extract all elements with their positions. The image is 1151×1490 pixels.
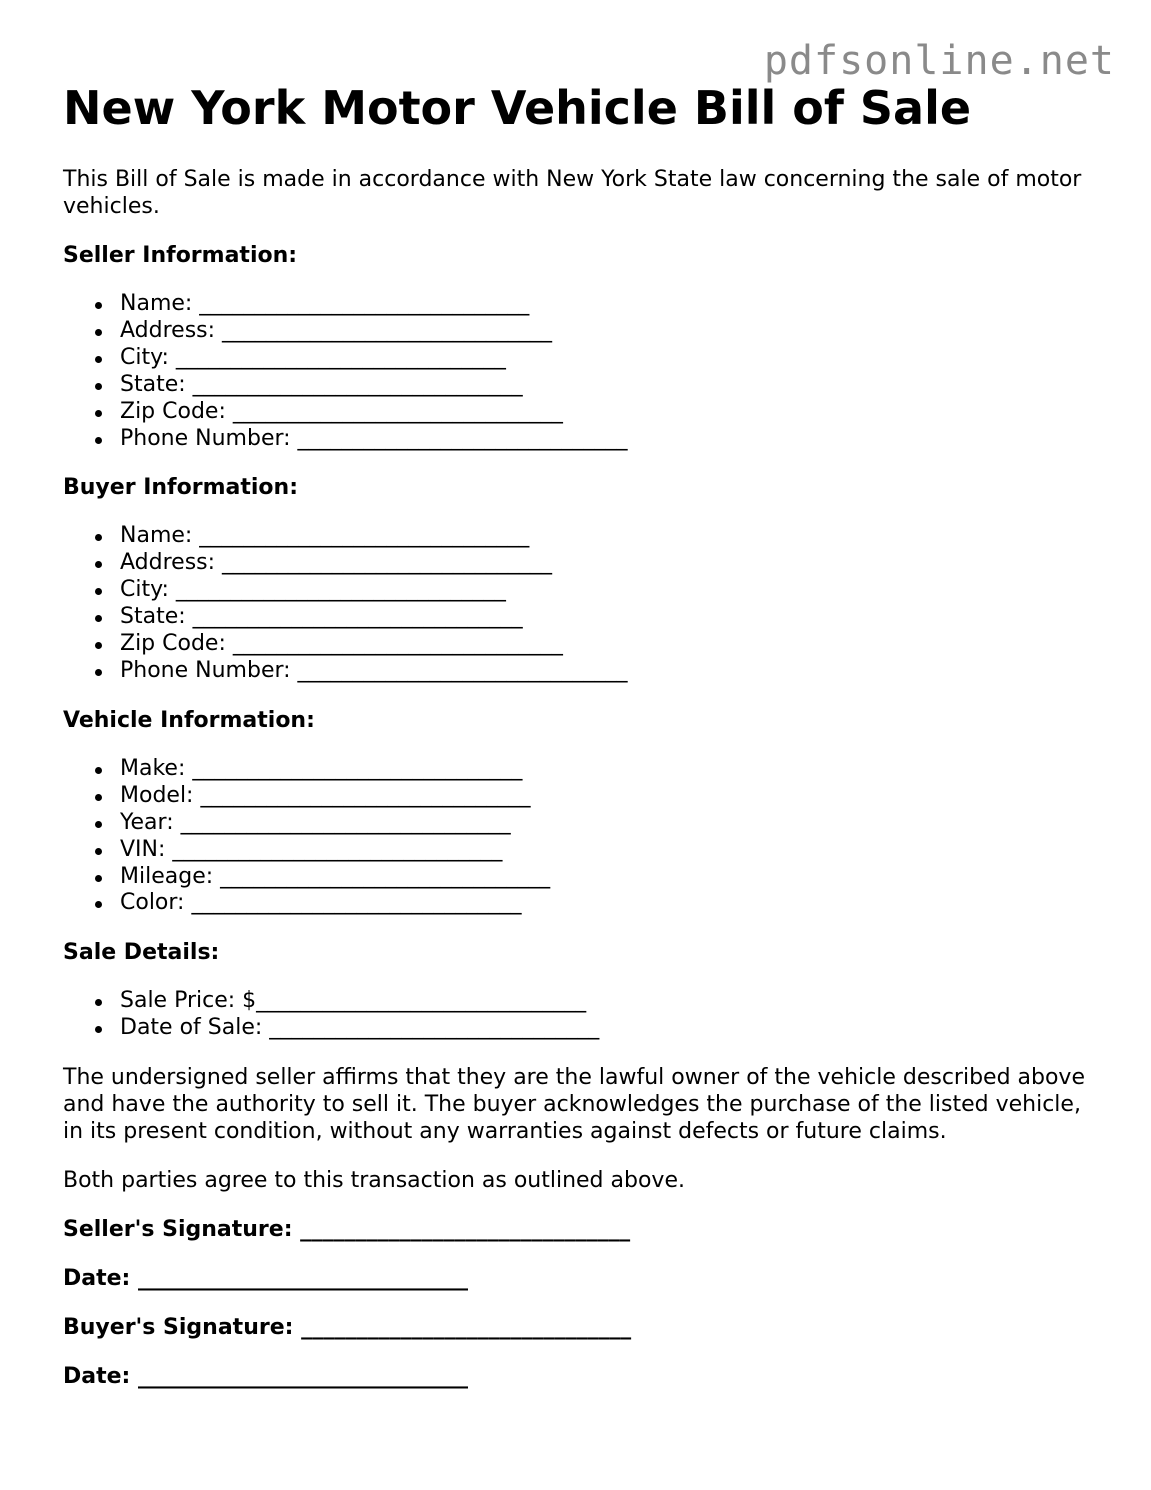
sale-price-field: Sale Price: $______________________________ bbox=[120, 988, 1093, 1015]
sale-fields-list bbox=[63, 988, 1093, 1042]
seller-fields-list bbox=[63, 291, 1093, 452]
document-title: New York Motor Vehicle Bill of Sale bbox=[63, 81, 972, 135]
buyer-signature-line: Buyer's Signature: ______________________________ bbox=[63, 1315, 632, 1341]
vehicle-section-heading: Vehicle Information: bbox=[63, 707, 315, 733]
seller-city-field: City: ______________________________ bbox=[120, 345, 1093, 372]
vehicle-make-field: Make: ______________________________ bbox=[120, 756, 1093, 783]
seller-zip-field: Zip Code: ______________________________ bbox=[120, 399, 1093, 426]
vehicle-model-field: Model: ______________________________ bbox=[120, 783, 1093, 810]
buyer-name-field: Name: ______________________________ bbox=[120, 523, 1093, 550]
vehicle-vin-field: VIN: ______________________________ bbox=[120, 837, 1093, 864]
affirmation-paragraph: The undersigned seller affirms that they are the lawful owner of the vehicle described above and have the authority to sell it. The buyer acknowledges the purchase of the listed vehicle, in its present condition, without any warranties against defects or future claims. bbox=[63, 1065, 1085, 1145]
buyer-date-line: Date: ______________________________ bbox=[63, 1364, 469, 1390]
vehicle-mileage-field: Mileage: ______________________________ bbox=[120, 864, 1093, 891]
intro-paragraph: This Bill of Sale is made in accordance with New York State law concerning the sale of motor vehicles. bbox=[63, 167, 1082, 219]
sale-date-field: Date of Sale: ______________________________ bbox=[120, 1015, 1093, 1042]
seller-phone-field: Phone Number: ______________________________ bbox=[120, 426, 1093, 453]
buyer-city-field: City: ______________________________ bbox=[120, 577, 1093, 604]
seller-section-heading: Seller Information: bbox=[63, 243, 298, 268]
buyer-zip-field: Zip Code: ______________________________ bbox=[120, 631, 1093, 658]
buyer-state-field: State: ______________________________ bbox=[120, 604, 1093, 631]
buyer-section-heading: Buyer Information: bbox=[63, 475, 298, 501]
vehicle-year-field: Year: ______________________________ bbox=[120, 810, 1093, 837]
buyer-address-field: Address: ______________________________ bbox=[120, 550, 1093, 577]
vehicle-color-field: Color: ______________________________ bbox=[120, 890, 1093, 917]
seller-signature-line: Seller's Signature: ______________________________ bbox=[63, 1217, 631, 1243]
buyer-fields-list bbox=[63, 523, 1093, 684]
buyer-phone-field: Phone Number: ______________________________ bbox=[120, 658, 1093, 685]
sale-section-heading: Sale Details: bbox=[63, 940, 220, 966]
watermark: pdfsonline.net bbox=[763, 38, 1115, 84]
vehicle-fields-list bbox=[63, 756, 1093, 917]
seller-name-field: Name: ______________________________ bbox=[120, 291, 1093, 318]
seller-state-field: State: ______________________________ bbox=[120, 372, 1093, 399]
agreement-paragraph: Both parties agree to this transaction as outlined above. bbox=[63, 1168, 685, 1194]
seller-address-field: Address: ______________________________ bbox=[120, 318, 1093, 345]
seller-date-line: Date: ______________________________ bbox=[63, 1266, 469, 1292]
bill-of-sale-document bbox=[63, 80, 1093, 1390]
